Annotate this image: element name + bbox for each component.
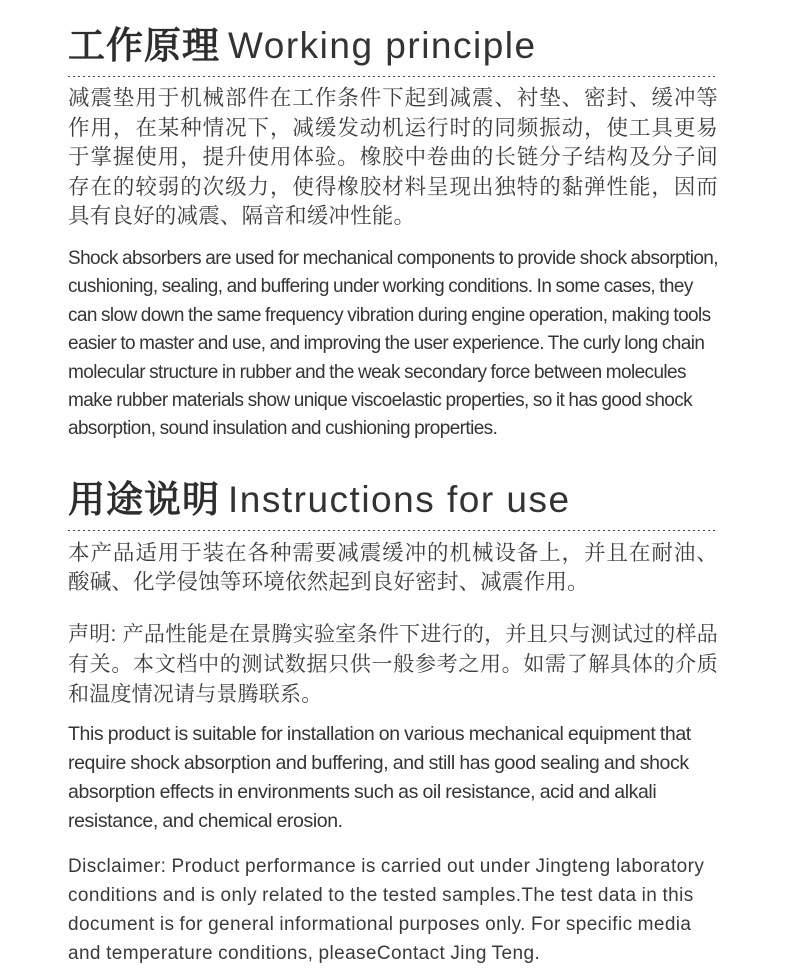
- section-working-principle: [68, 26, 718, 444]
- section-heading-working-principle: [68, 26, 718, 66]
- section-heading-instructions: [68, 480, 718, 520]
- paragraph-english-working-principle: Shock absorbers are used for mechanical components to provide shock absorption, cushioning, sealing, and buffering under working conditions. In some cases, they can slow down the same frequency vibration during engine operation, making tools easier to master and use, and improving the user experience. The curly long chain molecular structure in rubber and the weak secondary force between molecules make rubber materials show unique viscoelastic properties, so it has good shock absorption, sound insulation and cushioning properties.: [68, 247, 718, 440]
- paragraph-english-instructions: This product is suitable for installation on various mechanical equipment that require shock absorption and buffering, and still has good sealing and shock absorption effects in environments such as oil resistance, acid and alkali resistance, and chemical erosion.: [68, 723, 691, 832]
- paragraph-chinese-instructions: 本产品适用于装在各种需要减震缓冲的机械设备上，并且在耐油、酸碱、化学侵蚀等环境依然起到良好密封、减震作用。: [68, 540, 718, 595]
- heading-chinese: 工作原理: [68, 25, 220, 66]
- heading-chinese: 用途说明: [68, 478, 220, 520]
- paragraph-chinese-working-principle: 减震垫用于机械部件在工作条件下起到减震、衬垫、密封、缓冲等作用，在某种情况下，减缓发动机运行时的同频振动，使工具更易于掌握使用，提升使用体验。橡胶中卷曲的长链分子结构及分子间存在的较弱的次级力，使得橡胶材料呈现出独特的黏弹性能，因而具有良好的减震、隔音和缓冲性能。: [68, 86, 718, 229]
- section-instructions-for-use: [68, 480, 718, 968]
- heading-english: Working principle: [228, 25, 537, 66]
- dashed-divider: [68, 530, 718, 531]
- disclaimer-english: Disclaimer: Product performance is carried out under Jingteng laboratory conditions and is only related to the tested samples.The test data in this document is for general informational purposes only. For specific media and temperature conditions, pleaseContact Jing Teng.: [68, 856, 705, 964]
- disclaimer-chinese: 声明: 产品性能是在景腾实验室条件下进行的，并且只与测试过的样品有关。本文档中的测试数据只供一般参考之用。如需了解具体的介质和温度情况请与景腾联系。: [68, 623, 718, 706]
- heading-english: Instructions for use: [228, 478, 571, 520]
- dashed-divider: [68, 76, 718, 77]
